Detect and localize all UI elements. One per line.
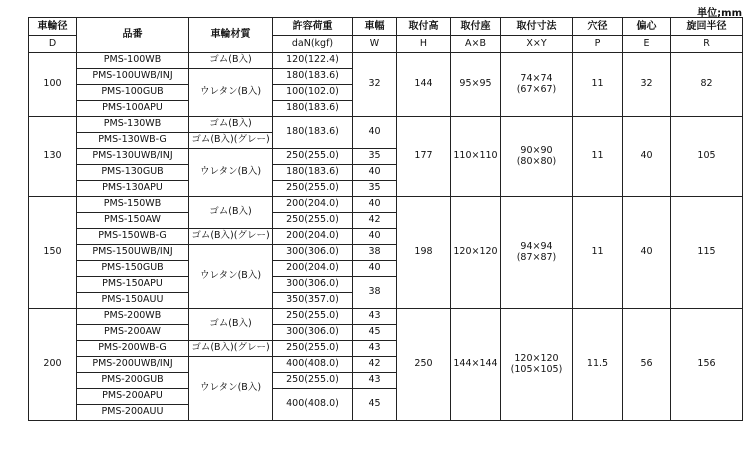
cell-part: PMS-200APU — [77, 389, 189, 405]
cell-material: ゴム(B入) — [189, 53, 273, 69]
mount-dim-main: 90×90 — [520, 144, 553, 156]
cell-hole: 11 — [573, 53, 623, 117]
cell-load: 200(204.0) — [273, 229, 353, 245]
cell-part: PMS-150AW — [77, 213, 189, 229]
header-sub-p: P — [573, 36, 623, 53]
header-mount-dim: 取付寸法 — [501, 18, 573, 36]
cell-mount-dim — [501, 309, 573, 421]
cell-load: 180(183.6) — [273, 101, 353, 117]
cell-material: ウレタン(B入) — [189, 149, 273, 197]
table-row — [29, 53, 743, 69]
cell-part: PMS-100WB — [77, 53, 189, 69]
cell-load: 200(204.0) — [273, 197, 353, 213]
cell-part: PMS-130WB-G — [77, 133, 189, 149]
cell-part: PMS-150WB — [77, 197, 189, 213]
header-sub-xy: X×Y — [501, 36, 573, 53]
header-sub-r: R — [671, 36, 743, 53]
header-sub-d: D — [29, 36, 77, 53]
cell-load: 120(122.4) — [273, 53, 353, 69]
cell-offset: 32 — [623, 53, 671, 117]
cell-part: PMS-200AUU — [77, 405, 189, 421]
cell-load: 250(255.0) — [273, 373, 353, 389]
cell-width: 45 — [353, 325, 397, 341]
cell-part: PMS-100APU — [77, 101, 189, 117]
cell-part: PMS-130UWB/INJ — [77, 149, 189, 165]
cell-mount-dim — [501, 117, 573, 197]
cell-height: 250 — [397, 309, 451, 421]
cell-load: 200(204.0) — [273, 261, 353, 277]
cell-load: 300(306.0) — [273, 325, 353, 341]
cell-width: 32 — [353, 53, 397, 117]
cell-width: 35 — [353, 149, 397, 165]
cell-material: ウレタン(B入) — [189, 245, 273, 309]
cell-part: PMS-150UWB/INJ — [77, 245, 189, 261]
cell-height: 177 — [397, 117, 451, 197]
cell-load: 250(255.0) — [273, 149, 353, 165]
cell-mount-seat: 95×95 — [451, 53, 501, 117]
cell-load: 100(102.0) — [273, 85, 353, 101]
cell-load: 180(183.6) — [273, 117, 353, 149]
header-sub-h: H — [397, 36, 451, 53]
cell-height: 198 — [397, 197, 451, 309]
table-row — [29, 197, 743, 213]
cell-part: PMS-200WB — [77, 309, 189, 325]
cell-width: 38 — [353, 277, 397, 309]
cell-load: 300(306.0) — [273, 277, 353, 293]
cell-width: 45 — [353, 389, 397, 421]
cell-material: ゴム(B入) — [189, 117, 273, 133]
cell-load: 250(255.0) — [273, 181, 353, 197]
cell-load: 400(408.0) — [273, 357, 353, 373]
cell-width: 43 — [353, 341, 397, 357]
header-swivel-radius: 旋回半径 — [671, 18, 743, 36]
cell-material: ウレタン(B入) — [189, 357, 273, 421]
cell-load: 300(306.0) — [273, 245, 353, 261]
cell-offset: 40 — [623, 117, 671, 197]
mount-dim-alt: (80×80) — [516, 155, 557, 167]
header-sub-load-unit: daN(kgf) — [273, 36, 353, 53]
cell-diameter: 200 — [29, 309, 77, 421]
cell-mount-dim — [501, 197, 573, 309]
cell-swivel-radius: 82 — [671, 53, 743, 117]
header-row-1 — [29, 18, 743, 36]
cell-part: PMS-100UWB/INJ — [77, 69, 189, 85]
cell-width: 42 — [353, 213, 397, 229]
cell-part: PMS-100GUB — [77, 85, 189, 101]
mount-dim-main: 120×120 — [514, 352, 559, 364]
cell-load: 180(183.6) — [273, 69, 353, 85]
cell-mount-seat: 120×120 — [451, 197, 501, 309]
cell-mount-seat: 144×144 — [451, 309, 501, 421]
cell-width: 43 — [353, 309, 397, 325]
cell-diameter: 150 — [29, 197, 77, 309]
cell-offset: 40 — [623, 197, 671, 309]
mount-dim-alt: (87×87) — [516, 251, 557, 263]
cell-load: 180(183.6) — [273, 165, 353, 181]
cell-height: 144 — [397, 53, 451, 117]
spec-table — [28, 17, 743, 421]
cell-swivel-radius: 115 — [671, 197, 743, 309]
cell-material: ゴム(B入)(グレー) — [189, 133, 273, 149]
cell-load: 350(357.0) — [273, 293, 353, 309]
header-width: 車幅 — [353, 18, 397, 36]
cell-hole: 11.5 — [573, 309, 623, 421]
cell-part: PMS-200AW — [77, 325, 189, 341]
cell-load: 250(255.0) — [273, 309, 353, 325]
header-sub-e: E — [623, 36, 671, 53]
mount-dim-alt: (105×105) — [510, 363, 563, 375]
cell-width: 40 — [353, 117, 397, 149]
header-mount-seat: 取付座 — [451, 18, 501, 36]
cell-mount-seat: 110×110 — [451, 117, 501, 197]
cell-part: PMS-130WB — [77, 117, 189, 133]
cell-hole: 11 — [573, 197, 623, 309]
cell-part: PMS-130GUB — [77, 165, 189, 181]
cell-width: 40 — [353, 229, 397, 245]
cell-load: 250(255.0) — [273, 213, 353, 229]
header-sub-ab: A×B — [451, 36, 501, 53]
cell-part: PMS-200WB-G — [77, 341, 189, 357]
cell-part: PMS-150WB-G — [77, 229, 189, 245]
cell-diameter: 100 — [29, 53, 77, 117]
cell-load: 400(408.0) — [273, 389, 353, 421]
cell-width: 40 — [353, 197, 397, 213]
cell-offset: 56 — [623, 309, 671, 421]
cell-material: ゴム(B入)(グレー) — [189, 229, 273, 245]
cell-part: PMS-200GUB — [77, 373, 189, 389]
mount-dim-main: 94×94 — [520, 240, 553, 252]
cell-part: PMS-130APU — [77, 181, 189, 197]
header-height: 取付高 — [397, 18, 451, 36]
cell-width: 35 — [353, 181, 397, 197]
cell-width: 38 — [353, 245, 397, 261]
cell-part: PMS-150APU — [77, 277, 189, 293]
cell-material: ゴム(B入)(グレー) — [189, 341, 273, 357]
cell-width: 42 — [353, 357, 397, 373]
mount-dim-main: 74×74 — [520, 72, 553, 84]
header-sub-w: W — [353, 36, 397, 53]
cell-material: ゴム(B入) — [189, 197, 273, 229]
cell-part: PMS-150GUB — [77, 261, 189, 277]
header-wheel-material: 車輪材質 — [189, 18, 273, 53]
header-wheel-diameter: 車輪径 — [29, 18, 77, 36]
cell-swivel-radius: 105 — [671, 117, 743, 197]
cell-part: PMS-200UWB/INJ — [77, 357, 189, 373]
cell-material: ゴム(B入) — [189, 309, 273, 341]
cell-load: 250(255.0) — [273, 341, 353, 357]
table-row — [29, 117, 743, 133]
cell-width: 43 — [353, 373, 397, 389]
cell-mount-dim — [501, 53, 573, 117]
header-part-number: 品番 — [77, 18, 189, 53]
cell-part: PMS-150AUU — [77, 293, 189, 309]
header-offset: 偏心 — [623, 18, 671, 36]
cell-diameter: 130 — [29, 117, 77, 197]
table-row — [29, 309, 743, 325]
header-hole: 穴径 — [573, 18, 623, 36]
cell-material: ウレタン(B入) — [189, 69, 273, 117]
cell-width: 40 — [353, 165, 397, 181]
cell-swivel-radius: 156 — [671, 309, 743, 421]
header-load: 許容荷重 — [273, 18, 353, 36]
mount-dim-alt: (67×67) — [516, 83, 557, 95]
unit-label: 単位;mm — [697, 8, 742, 19]
cell-width: 40 — [353, 261, 397, 277]
cell-hole: 11 — [573, 117, 623, 197]
